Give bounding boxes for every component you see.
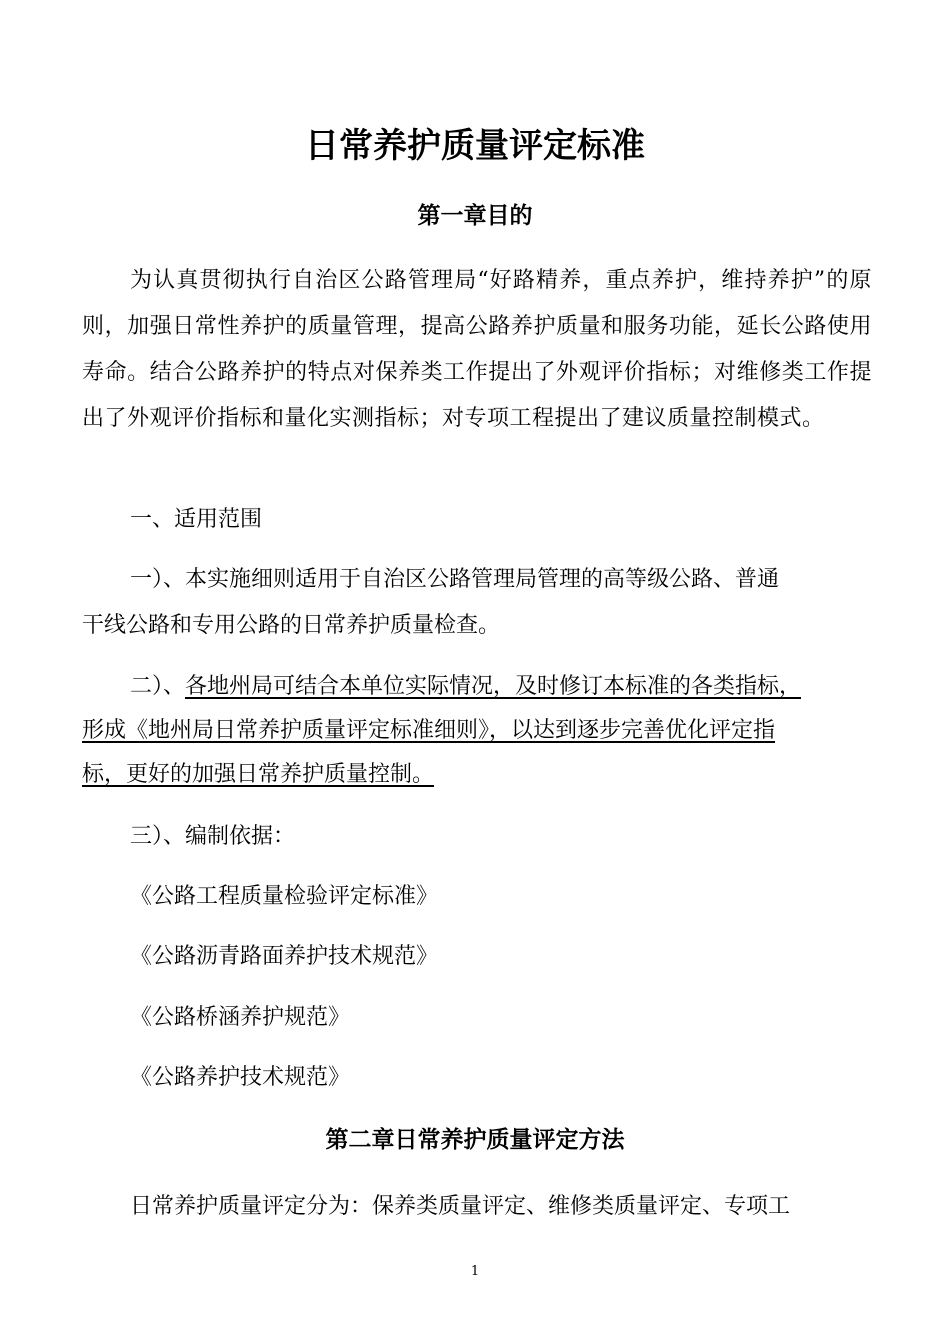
purpose-paragraph: 为认真贯彻执行自治区公路管理局“好路精养，重点养护，维持养护”的原则，加强日常性养护的质量管理，提高公路养护质量和服务功能，延长公路使用寿命。结合公路养护的特点对保养类工作提出了外观评价指标；对维修类工作提出了外观评价指标和量化实测指标；对专项工程提出了建议质量控制模式。 [82, 268, 872, 431]
item-2-prefix: 二）、 [130, 674, 186, 699]
item-1-line-2: 干线公路和专用公路的日常养护质量检查。 [82, 613, 501, 638]
item-1-line-1: 一）、本实施细则适用于自治区公路管理局管理的高等级公路、普通 [130, 567, 780, 592]
method-line: 日常养护质量评定分为：保养类质量评定、维修类质量评定、专项工 [130, 1194, 791, 1219]
item-2-text-2: 形成《地州局日常养护质量评定标准细则》，以达到逐步完善优化评定指 [82, 718, 776, 743]
chapter-1-heading: 第一章目的 [417, 203, 533, 229]
item-2-text-3: 标，更好的加强日常养护质量控制。 [82, 762, 435, 787]
reference-2: 《公路沥青路面养护技术规范》 [130, 944, 439, 969]
item-3: 三）、编制依据： [130, 824, 296, 849]
item-2-line-1 [82, 672, 940, 702]
reference-4: 《公路养护技术规范》 [130, 1065, 351, 1090]
page-number: 1 [470, 1264, 480, 1279]
chapter-2-heading: 第二章日常养护质量评定方法 [325, 1127, 625, 1153]
item-2-text-1: 各地州局可结合本单位实际情况，及时修订本标准的各类指标， [185, 674, 802, 699]
item-2-line-2 [82, 716, 892, 746]
item-2-line-3 [82, 760, 892, 790]
reference-1: 《公路工程质量检验评定标准》 [130, 884, 439, 909]
document-title: 日常养护质量评定标准 [305, 126, 645, 166]
scope-heading: 一、适用范围 [130, 507, 263, 532]
reference-3: 《公路桥涵养护规范》 [130, 1005, 351, 1030]
